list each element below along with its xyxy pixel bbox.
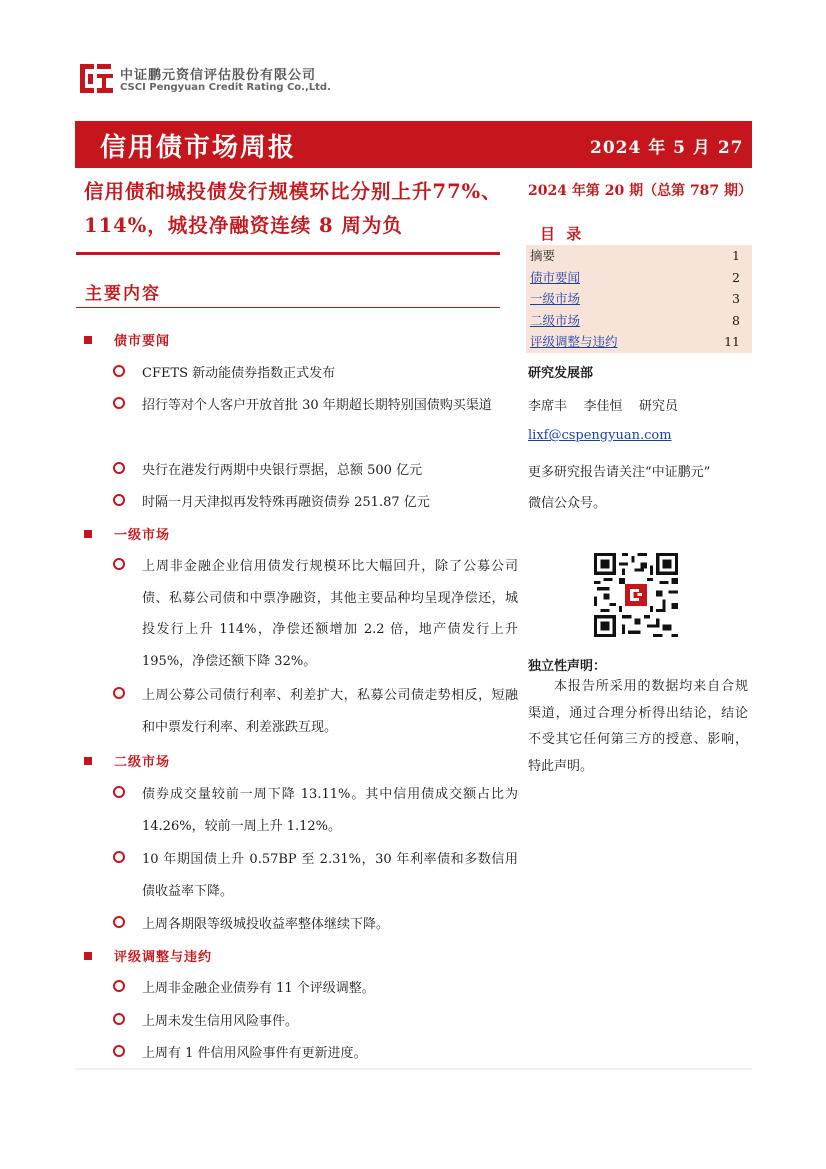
section-square-icon: [84, 336, 92, 344]
toc-item-summary: [526, 245, 752, 267]
toc-item-page: 11: [724, 334, 740, 350]
list-item-text: 上周非金融企业信用债发行规模环比大幅回升，除了公募公司债、私募公司债和中票净融资，其他主要品种均呈现净偿还，城投发行上升 114%，净偿还额增加 2.2 倍，地产债发行上升 195%，净偿还额下降 32%。: [142, 559, 518, 669]
follow-note-cont: 微信公众号。: [528, 496, 607, 511]
list-item: [113, 487, 517, 519]
list-item-text: 时隔一月天津拟再发特殊再融资债券 251.87 亿元: [142, 495, 430, 510]
issue-number: 2024 年第 20 期（总第 787 期）: [528, 183, 753, 199]
main-content-divider: [76, 307, 500, 308]
follow-note: 更多研究报告请关注“中证鹏元”: [528, 465, 711, 480]
report-type-title: 信用债市场周报: [100, 133, 297, 163]
toc-item-secondary-market[interactable]: [526, 310, 752, 332]
toc-item-page: 8: [732, 312, 740, 328]
list-item: [113, 844, 517, 908]
disclaimer-title: 独立性声明：: [528, 659, 607, 674]
list-item-text: 招行等对个人客户开放首批 30 年期超长期特别国债购买渠道: [142, 398, 492, 413]
toc-item-rating-default[interactable]: [526, 331, 752, 353]
authors: 李席丰 李佳恒 研究员: [528, 399, 679, 414]
company-logo-icon: [80, 62, 113, 95]
list-item: [113, 909, 517, 941]
bullet-circle-icon: [113, 397, 125, 409]
bullet-circle-icon: [113, 687, 125, 699]
list-item: [113, 1006, 517, 1038]
headline: 信用债和城投债发行规模环比分别上升77%、114%，城投净融资连续 8 周为负: [84, 180, 502, 237]
list-item: [113, 680, 517, 744]
list-item: [113, 390, 517, 453]
bullet-circle-icon: [113, 980, 125, 992]
section-title: 债市要闻: [114, 334, 171, 349]
toc-item-label: 摘要: [530, 248, 556, 263]
list-item-text: 上周有 1 件信用风险事件有更新进度。: [142, 1046, 367, 1061]
list-item-text: 上周未发生信用风险事件。: [142, 1014, 299, 1029]
toc-title: 目 录: [540, 225, 585, 243]
toc-item-link[interactable]: 二级市场: [530, 312, 581, 328]
headline-divider: [76, 252, 500, 255]
list-item: [113, 973, 517, 1005]
section-title: 一级市场: [114, 528, 171, 543]
toc-item-link[interactable]: 一级市场: [530, 291, 581, 307]
list-item-text: 10 年期国债上升 0.57BP 至 2.31%，30 年利率债和多数信用债收益率下降。: [142, 852, 518, 899]
bullet-circle-icon: [113, 851, 125, 863]
author-email-link[interactable]: lixf@cspengyuan.com: [528, 428, 672, 443]
list-item: [113, 455, 517, 487]
company-name-en: CSCI Pengyuan Credit Rating Co.,Ltd.: [120, 82, 331, 93]
table-of-contents: [526, 245, 752, 353]
list-item: [113, 1038, 517, 1070]
toc-item-page: 2: [732, 269, 740, 285]
qr-code-icon: [591, 550, 681, 640]
department-label: 研究发展部: [528, 366, 594, 381]
company-name-cn: 中证鹏元资信评估股份有限公司: [120, 68, 317, 83]
toc-item-page: 1: [732, 248, 740, 263]
toc-item-page: 3: [732, 291, 740, 307]
bullet-circle-icon: [113, 916, 125, 928]
bullet-circle-icon: [113, 494, 125, 506]
main-content-heading: 主要内容: [85, 284, 161, 304]
section-square-icon: [84, 530, 92, 538]
bullet-circle-icon: [113, 558, 125, 570]
list-item: [113, 779, 517, 843]
section-title: 二级市场: [114, 755, 171, 770]
list-item-text: 上周公募公司债行利率、利差扩大，私募公司债走势相反，短融和中票发行利率、利差涨跌互现。: [142, 688, 518, 735]
toc-item-link[interactable]: 债市要闻: [530, 269, 581, 285]
disclaimer-text: 本报告所采用的数据均来自合规渠道，通过合理分析得出结论，结论不受其它任何第三方的授意、影响，特此声明。: [528, 679, 748, 774]
footer-divider: [75, 1068, 752, 1070]
bullet-circle-icon: [113, 1045, 125, 1057]
bullet-circle-icon: [113, 365, 125, 377]
section-square-icon: [84, 757, 92, 765]
section-square-icon: [84, 952, 92, 960]
section-title: 评级调整与违约: [114, 950, 213, 965]
list-item-text: CFETS 新动能债券指数正式发布: [142, 366, 336, 381]
toc-item-primary-market[interactable]: [526, 288, 752, 310]
toc-item-bond-news[interactable]: [526, 267, 752, 289]
bullet-circle-icon: [113, 786, 125, 798]
list-item-text: 债券成交量较前一周下降 13.11%。其中信用债成交额占比为 14.26%，较前一周上升 1.12%。: [142, 787, 518, 834]
list-item-text: 上周各期限等级城投收益率整体继续下降。: [142, 917, 390, 932]
list-item: [113, 358, 517, 390]
list-item-text: 上周非金融企业债券有 11 个评级调整。: [142, 981, 375, 996]
list-item: [113, 551, 517, 679]
bullet-circle-icon: [113, 462, 125, 474]
list-item-text: 央行在港发行两期中央银行票据，总额 500 亿元: [142, 463, 423, 478]
bullet-circle-icon: [113, 1013, 125, 1025]
toc-item-link[interactable]: 评级调整与违约: [530, 334, 618, 350]
report-date: 2024 年 5 月 27 日: [590, 138, 769, 158]
